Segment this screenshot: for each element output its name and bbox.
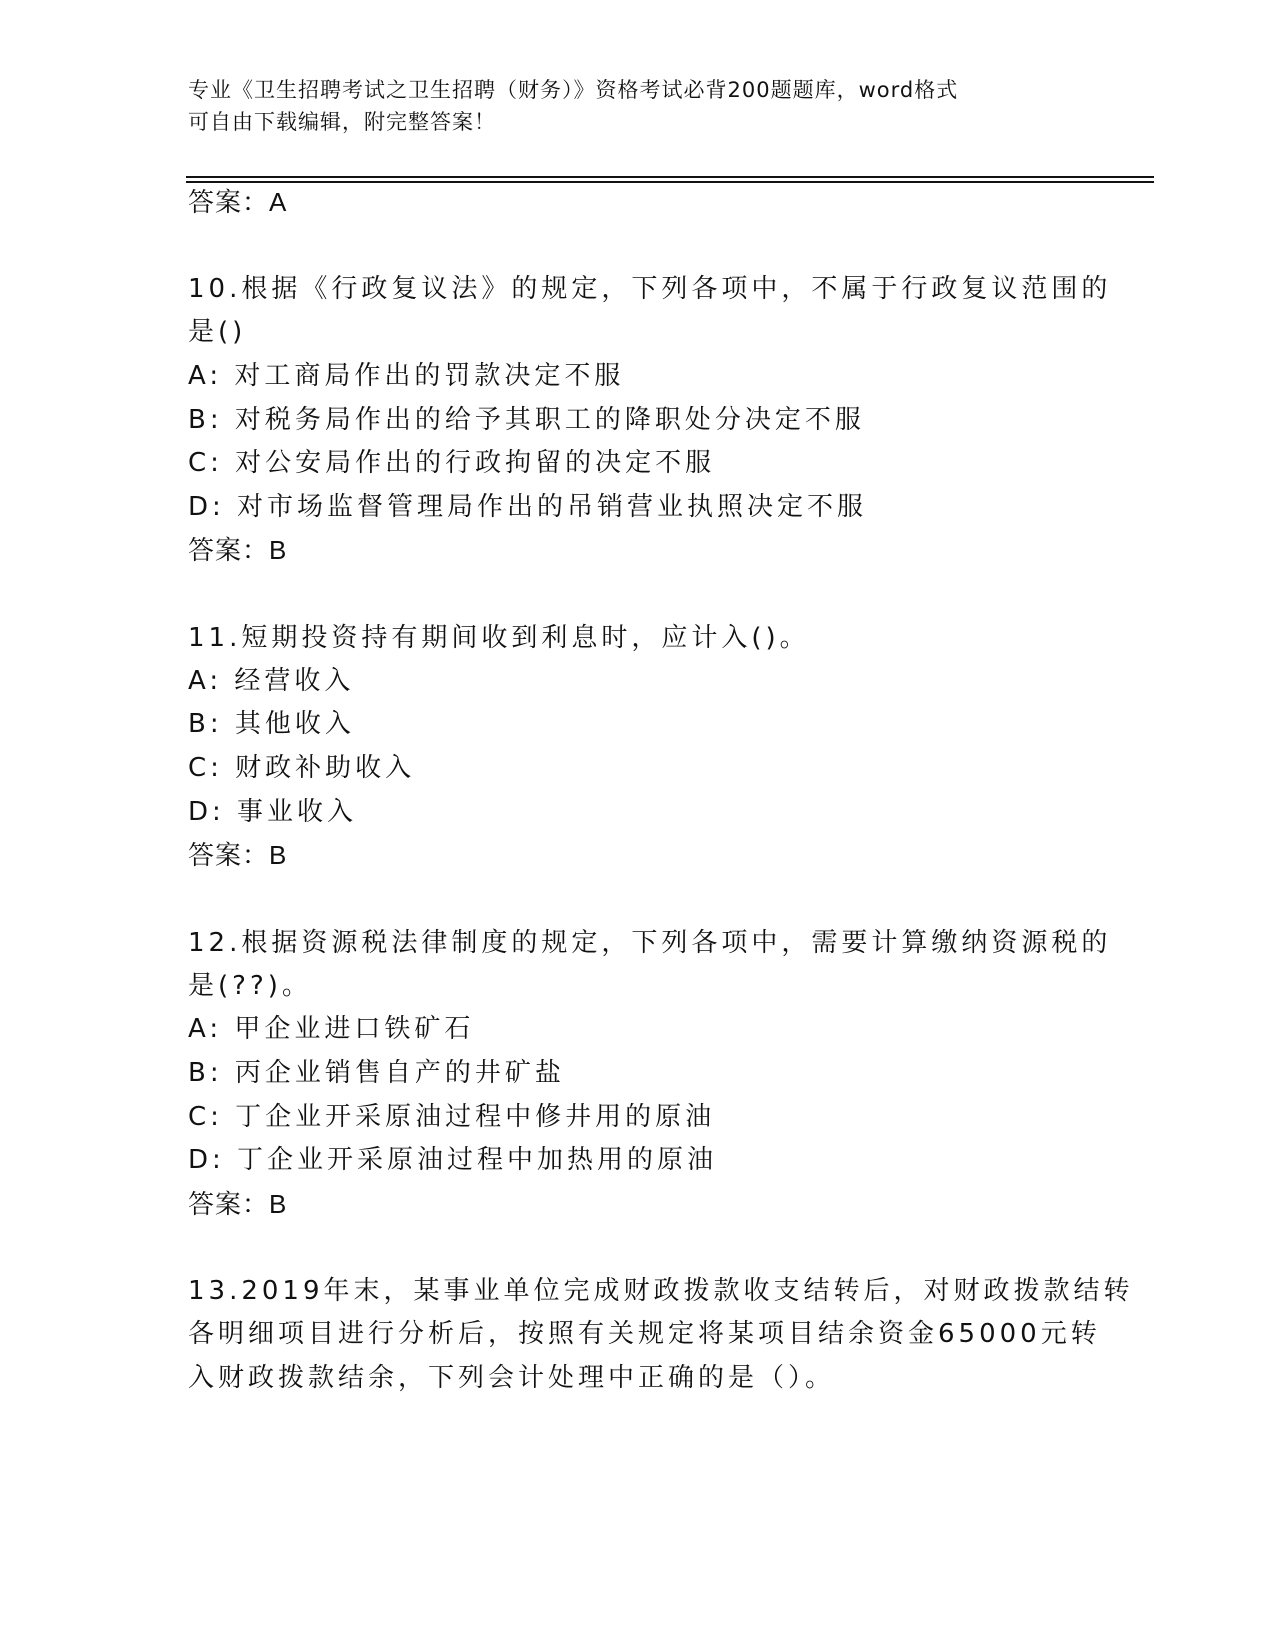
question-12-option-b: B: 丙企业销售自产的井矿盐 bbox=[188, 1058, 565, 1088]
question-13-stem-line-2: 各明细项目进行分析后，按照有关规定将某项目结余资金65000元转 bbox=[188, 1319, 1101, 1349]
question-13-stem-line-3: 入财政拨款结余，下列会计处理中正确的是（）。 bbox=[188, 1363, 836, 1393]
header-line-1: 专业《卫生招聘考试之卫生招聘（财务）》资格考试必背200题题库，word格式 bbox=[188, 78, 959, 102]
question-10-option-c: C: 对公安局作出的行政拘留的决定不服 bbox=[188, 448, 716, 478]
question-12-answer: 答案：B bbox=[188, 1189, 288, 1219]
question-10-option-a: A: 对工商局作出的罚款决定不服 bbox=[188, 361, 625, 391]
question-11-option-a: A: 经营收入 bbox=[188, 666, 355, 696]
question-12-stem-line-1: 12.根据资源税法律制度的规定，下列各项中，需要计算缴纳资源税的 bbox=[188, 928, 1112, 958]
document-header bbox=[188, 74, 1068, 138]
header-rule-top bbox=[186, 176, 1154, 178]
question-10-answer: 答案：B bbox=[188, 535, 288, 565]
question-12-option-a: A: 甲企业进口铁矿石 bbox=[188, 1014, 475, 1044]
question-12-option-c: C: 丁企业开采原油过程中修井用的原油 bbox=[188, 1102, 716, 1132]
question-10-option-d: D: 对市场监督管理局作出的吊销营业执照决定不服 bbox=[188, 492, 868, 522]
question-11-option-d: D: 事业收入 bbox=[188, 797, 358, 827]
header-rule-bottom bbox=[186, 181, 1154, 183]
question-10-stem-line-2: 是() bbox=[188, 317, 247, 347]
question-11-option-b: B: 其他收入 bbox=[188, 709, 355, 739]
question-10-option-b: B: 对税务局作出的给予其职工的降职处分决定不服 bbox=[188, 405, 865, 435]
question-13-stem-line-1: 13.2019年末，某事业单位完成财政拨款收支结转后，对财政拨款结转 bbox=[188, 1276, 1134, 1306]
question-11-option-c: C: 财政补助收入 bbox=[188, 753, 416, 783]
question-12-option-d: D: 丁企业开采原油过程中加热用的原油 bbox=[188, 1145, 718, 1175]
header-line-2: 可自由下载编辑，附完整答案！ bbox=[188, 110, 496, 134]
previous-answer: 答案：A bbox=[188, 187, 288, 217]
question-10-stem-line-1: 10.根据《行政复议法》的规定，下列各项中，不属于行政复议范围的 bbox=[188, 274, 1112, 304]
question-11-stem-line-1: 11.短期投资持有期间收到利息时，应计入()。 bbox=[188, 623, 810, 653]
question-12-stem-line-2: 是(??)。 bbox=[188, 971, 312, 1001]
question-11-answer: 答案：B bbox=[188, 840, 288, 870]
